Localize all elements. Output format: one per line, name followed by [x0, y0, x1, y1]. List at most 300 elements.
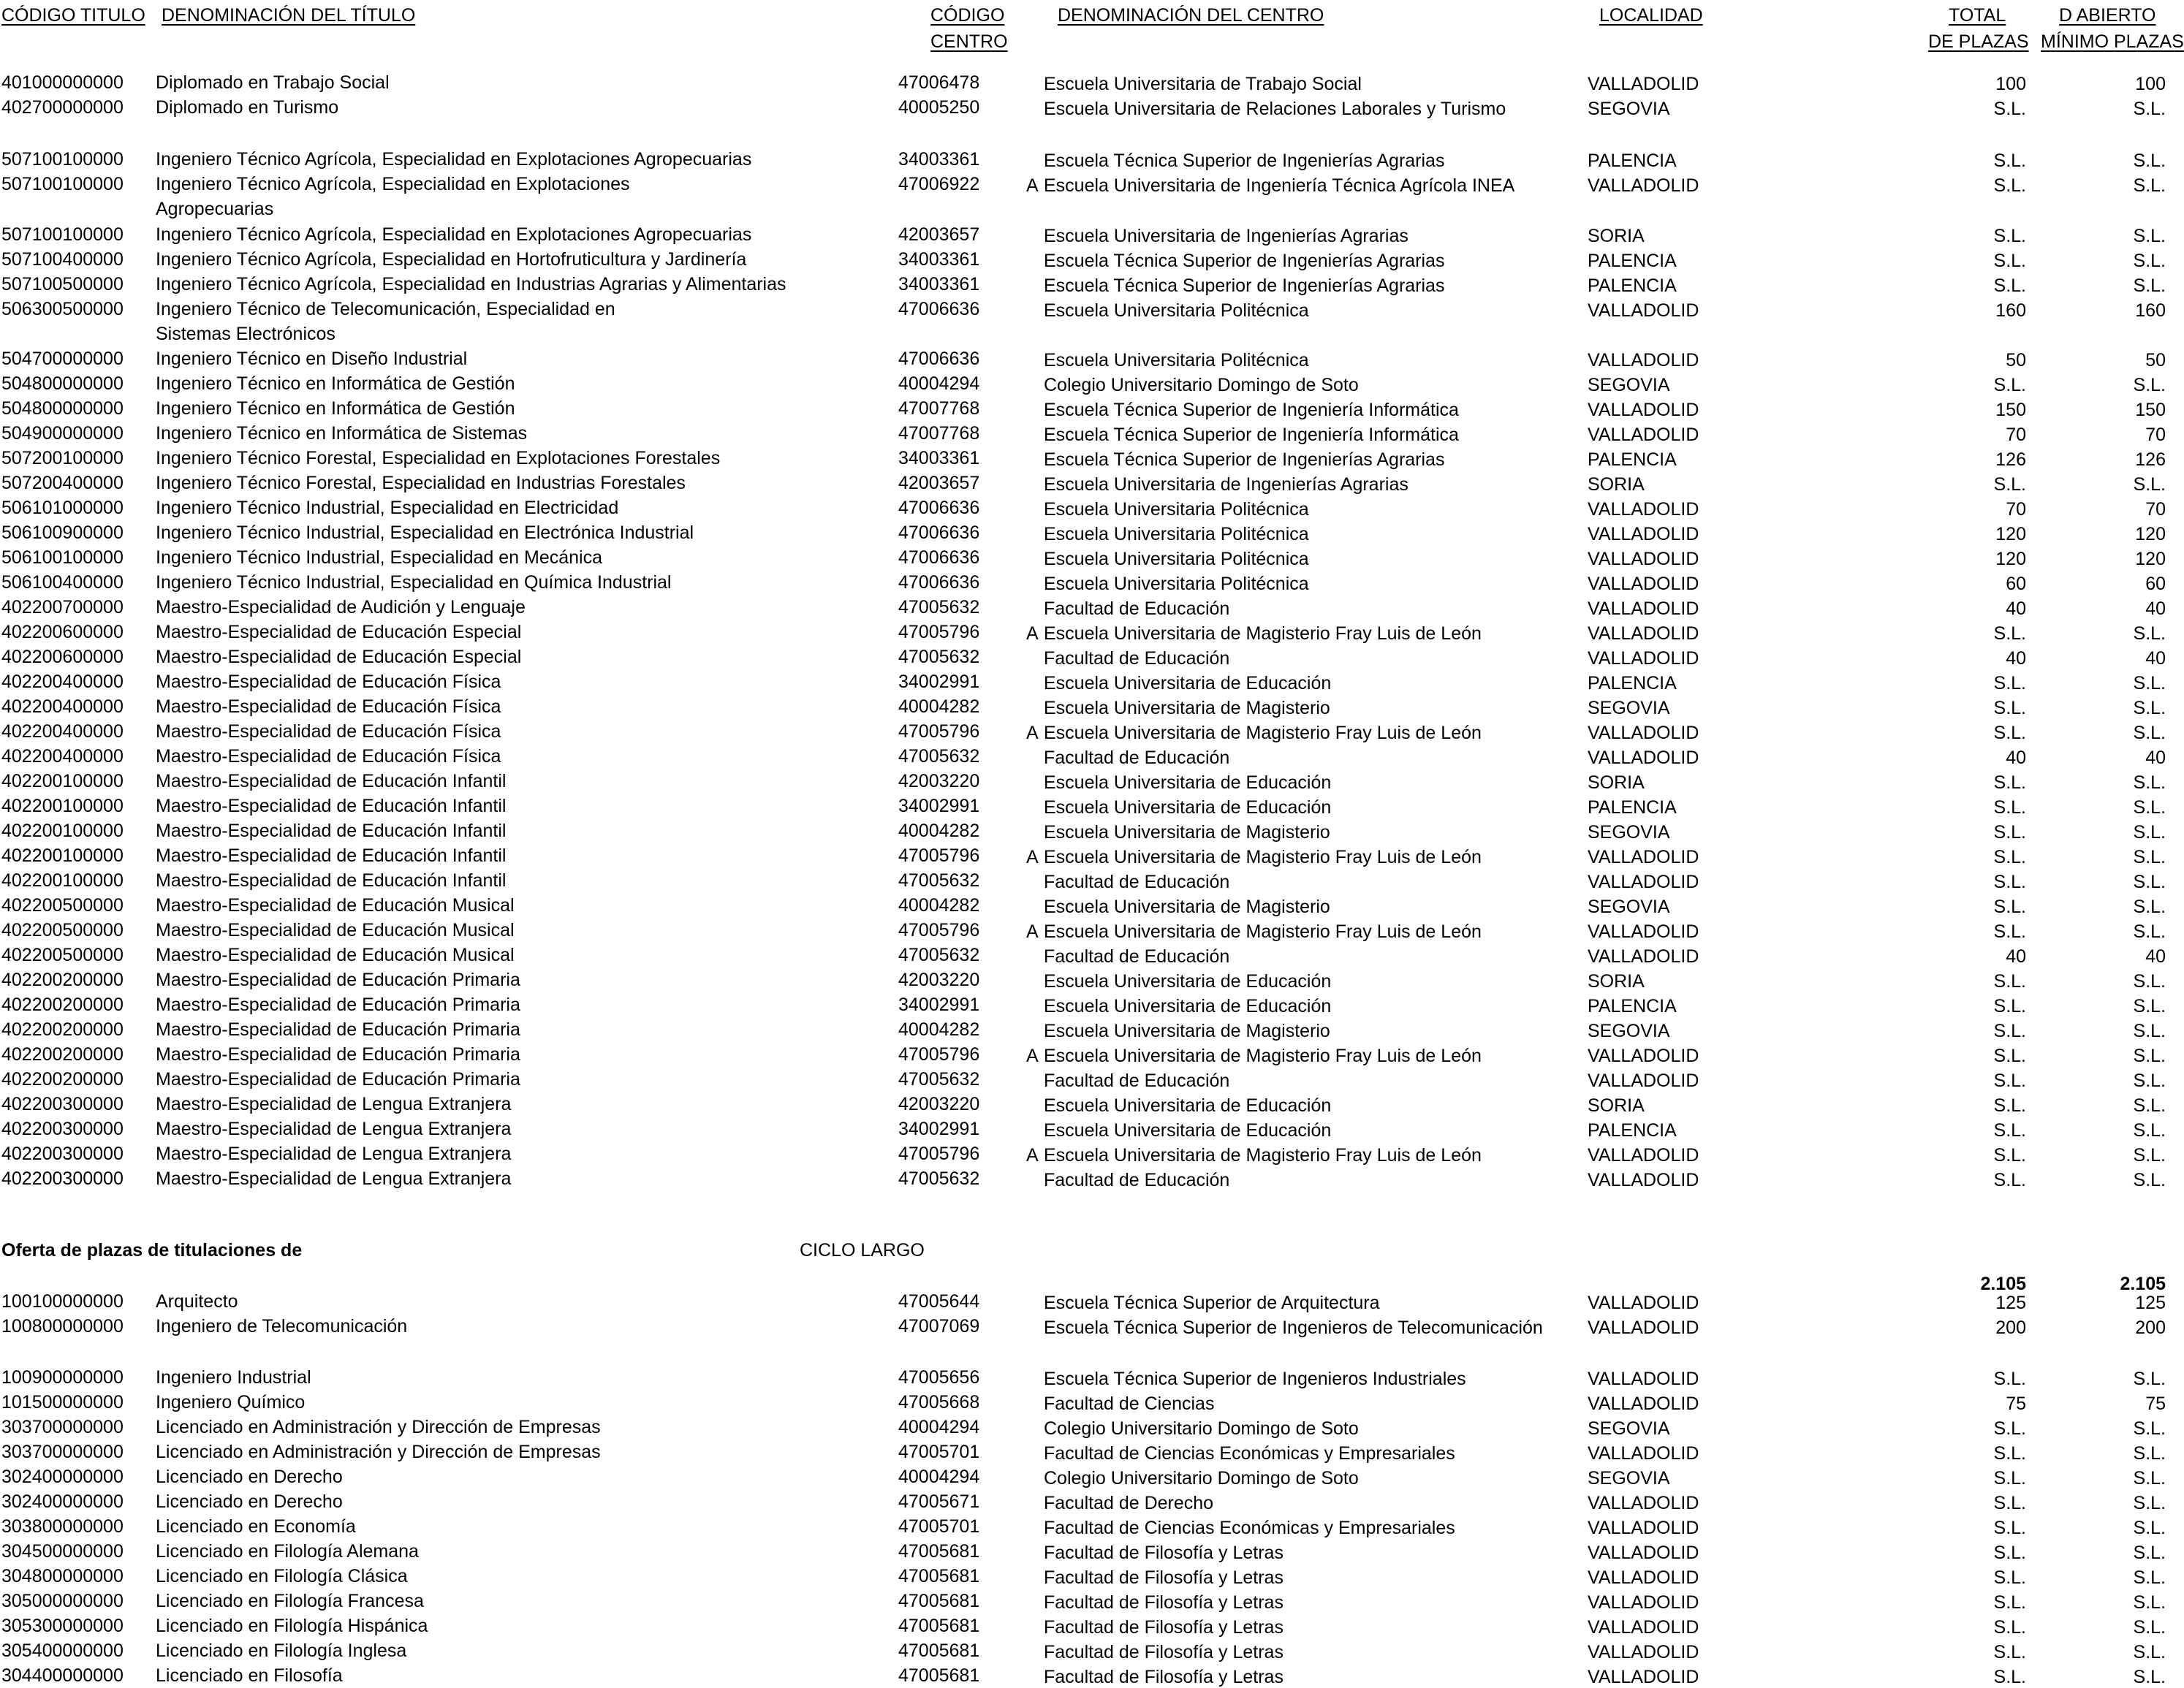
titulo-code: 402200600000: [1, 622, 124, 642]
total-plazas: S.L.: [1993, 623, 2026, 644]
header-denominacion-centro: DENOMINACIÓN DEL CENTRO: [1058, 5, 1324, 26]
centro-name: Escuela Universitaria de Relaciones Laborales y Turismo: [1044, 99, 1506, 119]
titulo-name: Ingeniero Técnico Agrícola, Especialidad en Explotaciones Agropecuarias: [156, 149, 752, 170]
titulo-name: Ingeniero Técnico Industrial, Especialidad en Electricidad: [156, 498, 619, 518]
minimo-plazas: 40: [2145, 946, 2166, 967]
centro-code: 47005656: [898, 1367, 980, 1388]
locality: VALLADOLID: [1588, 350, 1699, 370]
section-minimo-plazas: 2.105: [2120, 1274, 2166, 1294]
titulo-code: 507100100000: [1, 174, 124, 194]
centro-name: Escuela Universitaria de Educación: [1044, 673, 1332, 693]
centro-name: Facultad de Educación: [1044, 872, 1230, 892]
locality: VALLADOLID: [1588, 598, 1699, 619]
total-plazas: 70: [2006, 499, 2026, 520]
centro-code: 47005681: [898, 1591, 980, 1611]
titulo-code: 402700000000: [1, 97, 124, 118]
titulo-name: Maestro-Especialidad de Educación Física: [156, 721, 501, 742]
titulo-name: Maestro-Especialidad de Lengua Extranjera: [156, 1144, 512, 1164]
centro-code: 47006636: [898, 498, 980, 518]
total-plazas: S.L.: [1993, 847, 2026, 867]
minimo-plazas: 125: [2135, 1293, 2166, 1313]
minimo-plazas: S.L.: [2133, 996, 2166, 1016]
centro-name: Facultad de Educación: [1044, 1170, 1230, 1190]
minimo-plazas: S.L.: [2133, 1468, 2166, 1489]
header-abierto-line1: D ABIERTO: [2059, 5, 2156, 26]
titulo-code: 507100500000: [1, 274, 124, 294]
total-plazas: S.L.: [1993, 1170, 2026, 1190]
locality: VALLADOLID: [1588, 623, 1699, 644]
titulo-code: 402200200000: [1, 970, 124, 990]
locality: PALENCIA: [1588, 797, 1677, 818]
locality: SEGOVIA: [1588, 698, 1670, 718]
titulo-name: Ingeniero Químico: [156, 1392, 306, 1413]
locality: VALLADOLID: [1588, 1170, 1699, 1190]
centro-name: Facultad de Filosofía y Letras: [1044, 1543, 1284, 1563]
total-plazas: 120: [1995, 524, 2026, 544]
centro-code: 47005632: [898, 746, 980, 767]
total-plazas: S.L.: [1993, 151, 2026, 171]
titulo-code: 402200100000: [1, 821, 124, 841]
centro-name: Facultad de Filosofía y Letras: [1044, 1617, 1284, 1638]
titulo-name: Ingeniero Técnico Agrícola, Especialidad en Explotaciones Agropecuarias: [156, 224, 752, 245]
total-plazas: S.L.: [1993, 872, 2026, 892]
total-plazas: S.L.: [1993, 1468, 2026, 1489]
titulo-name: Licenciado en Derecho: [156, 1491, 343, 1512]
titulo-name: Ingeniero Técnico Industrial, Especialidad en Electrónica Industrial: [156, 522, 694, 543]
minimo-plazas: 50: [2145, 350, 2166, 370]
centro-mark: A: [1026, 1046, 1039, 1066]
locality: VALLADOLID: [1588, 425, 1699, 445]
total-plazas: S.L.: [1993, 772, 2026, 793]
minimo-plazas: S.L.: [2133, 723, 2166, 743]
titulo-name: Licenciado en Derecho: [156, 1467, 343, 1487]
centro-code: 47005681: [898, 1665, 980, 1686]
titulo-code: 100800000000: [1, 1316, 124, 1337]
titulo-name: Maestro-Especialidad de Educación Infantil: [156, 771, 507, 791]
titulo-code: 302400000000: [1, 1491, 124, 1512]
titulo-code: 303800000000: [1, 1516, 124, 1537]
centro-name: Escuela Universitaria Politécnica: [1044, 350, 1309, 370]
titulo-code: 402200100000: [1, 845, 124, 866]
titulo-code: 302400000000: [1, 1467, 124, 1487]
titulo-code: 304500000000: [1, 1541, 124, 1562]
centro-code: 47005796: [898, 1144, 980, 1164]
titulo-name: Licenciado en Filología Hispánica: [156, 1616, 428, 1636]
centro-code: 47006922: [898, 174, 980, 194]
centro-code: 40004294: [898, 373, 980, 394]
titulo-code: 506100400000: [1, 572, 124, 593]
locality: SORIA: [1588, 226, 1645, 246]
locality: VALLADOLID: [1588, 1518, 1699, 1538]
total-plazas: S.L.: [1993, 175, 2026, 196]
titulo-code: 402200300000: [1, 1094, 124, 1114]
titulo-name-continued: Agropecuarias: [156, 199, 274, 219]
total-plazas: S.L.: [1993, 251, 2026, 271]
centro-mark: A: [1026, 1145, 1039, 1166]
titulo-name: Maestro-Especialidad de Lengua Extranjera: [156, 1168, 512, 1189]
minimo-plazas: S.L.: [2133, 1071, 2166, 1091]
locality: VALLADOLID: [1588, 574, 1699, 594]
minimo-plazas: S.L.: [2133, 474, 2166, 495]
locality: PALENCIA: [1588, 1120, 1677, 1141]
titulo-name: Licenciado en Filología Inglesa: [156, 1641, 407, 1661]
section-total-plazas: 2.105: [1980, 1274, 2026, 1294]
titulo-name: Ingeniero Técnico en Informática de Gestión: [156, 373, 515, 394]
total-plazas: S.L.: [1993, 1418, 2026, 1439]
centro-code: 47005796: [898, 622, 980, 642]
minimo-plazas: S.L.: [2133, 698, 2166, 718]
locality: PALENCIA: [1588, 449, 1677, 470]
minimo-plazas: 40: [2145, 748, 2166, 768]
minimo-plazas: S.L.: [2133, 897, 2166, 917]
centro-code: 47005644: [898, 1291, 980, 1312]
centro-mark: A: [1026, 175, 1039, 196]
total-plazas: S.L.: [1993, 673, 2026, 693]
titulo-code: 402200400000: [1, 721, 124, 742]
locality: VALLADOLID: [1588, 524, 1699, 544]
centro-name: Facultad de Ciencias Económicas y Empresariales: [1044, 1518, 1455, 1538]
centro-name: Escuela Técnica Superior de Ingenierías Agrarias: [1044, 151, 1445, 171]
centro-code: 47005668: [898, 1392, 980, 1413]
titulo-name: Maestro-Especialidad de Educación Primaria: [156, 970, 520, 990]
minimo-plazas: S.L.: [2133, 872, 2166, 892]
titulo-name: Maestro-Especialidad de Lengua Extranjera: [156, 1119, 512, 1139]
centro-code: 47005796: [898, 721, 980, 742]
minimo-plazas: S.L.: [2133, 226, 2166, 246]
titulo-name: Ingeniero Técnico de Telecomunicación, Especialidad en: [156, 299, 615, 319]
locality: VALLADOLID: [1588, 648, 1699, 669]
centro-name: Escuela Universitaria de Magisterio: [1044, 897, 1330, 917]
centro-name: Escuela Universitaria de Magisterio Fray Luis de León: [1044, 723, 1482, 743]
titulo-code: 402200300000: [1, 1144, 124, 1164]
total-plazas: S.L.: [1993, 897, 2026, 917]
centro-code: 47007069: [898, 1316, 980, 1337]
titulo-name: Ingeniero Técnico Agrícola, Especialidad en Hortofruticultura y Jardinería: [156, 249, 747, 270]
titulo-code: 507200100000: [1, 448, 124, 468]
total-plazas: 40: [2006, 648, 2026, 669]
centro-name: Facultad de Filosofía y Letras: [1044, 1642, 1284, 1662]
titulo-code: 402200200000: [1, 1044, 124, 1065]
locality: VALLADOLID: [1588, 847, 1699, 867]
locality: VALLADOLID: [1588, 1543, 1699, 1563]
titulo-name: Maestro-Especialidad de Educación Física: [156, 696, 501, 717]
locality: VALLADOLID: [1588, 872, 1699, 892]
total-plazas: 40: [2006, 748, 2026, 768]
locality: SEGOVIA: [1588, 1468, 1670, 1489]
centro-name: Escuela Universitaria de Educación: [1044, 797, 1332, 818]
centro-name: Escuela Universitaria de Trabajo Social: [1044, 74, 1362, 94]
centro-code: 42003220: [898, 970, 980, 990]
titulo-code: 402200300000: [1, 1168, 124, 1189]
titulo-code: 304800000000: [1, 1566, 124, 1586]
centro-name: Escuela Universitaria de Magisterio Fray Luis de León: [1044, 1046, 1482, 1066]
minimo-plazas: 75: [2145, 1394, 2166, 1414]
total-plazas: S.L.: [1993, 375, 2026, 395]
titulo-code: 100900000000: [1, 1367, 124, 1388]
minimo-plazas: S.L.: [2133, 1667, 2166, 1687]
centro-code: 47005632: [898, 1168, 980, 1189]
minimo-plazas: S.L.: [2133, 822, 2166, 843]
total-plazas: S.L.: [1993, 921, 2026, 942]
total-plazas: S.L.: [1993, 1021, 2026, 1041]
minimo-plazas: 70: [2145, 499, 2166, 520]
centro-name: Escuela Universitaria de Magisterio Fray Luis de León: [1044, 623, 1482, 644]
minimo-plazas: S.L.: [2133, 1543, 2166, 1563]
total-plazas: S.L.: [1993, 1567, 2026, 1588]
minimo-plazas: 120: [2135, 549, 2166, 569]
minimo-plazas: S.L.: [2133, 797, 2166, 818]
total-plazas: S.L.: [1993, 1046, 2026, 1066]
centro-code: 40005250: [898, 97, 980, 118]
total-plazas: S.L.: [1993, 996, 2026, 1016]
titulo-name: Licenciado en Filología Alemana: [156, 1541, 419, 1562]
locality: VALLADOLID: [1588, 1493, 1699, 1513]
centro-code: 47006636: [898, 572, 980, 593]
minimo-plazas: S.L.: [2133, 847, 2166, 867]
locality: VALLADOLID: [1588, 549, 1699, 569]
centro-name: Facultad de Educación: [1044, 1071, 1230, 1091]
minimo-plazas: S.L.: [2133, 1642, 2166, 1662]
centro-name: Escuela Universitaria de Educación: [1044, 1095, 1332, 1116]
locality: SORIA: [1588, 971, 1645, 992]
titulo-code: 402200500000: [1, 920, 124, 940]
centro-code: 34003361: [898, 274, 980, 294]
locality: SEGOVIA: [1588, 897, 1670, 917]
total-plazas: S.L.: [1993, 1518, 2026, 1538]
total-plazas: 60: [2006, 574, 2026, 594]
minimo-plazas: S.L.: [2133, 673, 2166, 693]
titulo-name: Maestro-Especialidad de Educación Primaria: [156, 1044, 520, 1065]
locality: SEGOVIA: [1588, 99, 1670, 119]
titulo-code: 305000000000: [1, 1591, 124, 1611]
header-localidad: LOCALIDAD: [1599, 5, 1703, 26]
titulo-code: 402200500000: [1, 945, 124, 965]
locality: VALLADOLID: [1588, 1567, 1699, 1588]
total-plazas: 40: [2006, 946, 2026, 967]
centro-code: 40004282: [898, 1019, 980, 1040]
centro-name: Escuela Técnica Superior de Ingenieros Industriales: [1044, 1369, 1466, 1389]
centro-name: Facultad de Ciencias Económicas y Empresariales: [1044, 1443, 1455, 1464]
centro-name: Facultad de Educación: [1044, 648, 1230, 669]
centro-code: 40004294: [898, 1417, 980, 1437]
locality: SORIA: [1588, 474, 1645, 495]
total-plazas: 70: [2006, 425, 2026, 445]
centro-name: Escuela Universitaria de Magisterio: [1044, 698, 1330, 718]
titulo-name: Maestro-Especialidad de Educación Primaria: [156, 1069, 520, 1090]
titulo-name: Licenciado en Administración y Dirección de Empresas: [156, 1417, 601, 1437]
centro-name: Colegio Universitario Domingo de Soto: [1044, 1468, 1359, 1489]
centro-code: 42003657: [898, 473, 980, 493]
titulo-name: Licenciado en Filología Clásica: [156, 1566, 408, 1586]
centro-name: Escuela Universitaria de Magisterio Fray Luis de León: [1044, 847, 1482, 867]
minimo-plazas: S.L.: [2133, 99, 2166, 119]
total-plazas: 100: [1995, 74, 2026, 94]
header-codigo-centro-line1: CÓDIGO: [930, 5, 1005, 26]
minimo-plazas: S.L.: [2133, 1567, 2166, 1588]
minimo-plazas: S.L.: [2133, 921, 2166, 942]
centro-name: Escuela Técnica Superior de Ingenierías Agrarias: [1044, 449, 1445, 470]
titulo-code: 303700000000: [1, 1417, 124, 1437]
locality: PALENCIA: [1588, 673, 1677, 693]
total-plazas: S.L.: [1993, 797, 2026, 818]
centro-code: 47006636: [898, 299, 980, 319]
centro-code: 42003220: [898, 1094, 980, 1114]
total-plazas: S.L.: [1993, 1369, 2026, 1389]
total-plazas: 75: [2006, 1394, 2026, 1414]
titulo-name: Maestro-Especialidad de Educación Física: [156, 746, 501, 767]
titulo-name: Maestro-Especialidad de Educación Física: [156, 672, 501, 692]
total-plazas: 160: [1995, 300, 2026, 321]
centro-name: Escuela Universitaria de Magisterio Fray Luis de León: [1044, 1145, 1482, 1166]
centro-mark: A: [1026, 623, 1039, 644]
titulo-name: Ingeniero de Telecomunicación: [156, 1316, 408, 1337]
locality: SEGOVIA: [1588, 1021, 1670, 1041]
centro-name: Escuela Técnica Superior de Ingeniería Informática: [1044, 425, 1459, 445]
total-plazas: 150: [1995, 400, 2026, 420]
locality: SEGOVIA: [1588, 822, 1670, 843]
locality: VALLADOLID: [1588, 499, 1699, 520]
minimo-plazas: S.L.: [2133, 1046, 2166, 1066]
titulo-name: Licenciado en Administración y Dirección de Empresas: [156, 1442, 601, 1462]
total-plazas: S.L.: [1993, 1443, 2026, 1464]
centro-code: 47006636: [898, 349, 980, 369]
titulo-name: Ingeniero Técnico Agrícola, Especialidad en Industrias Agrarias y Alimentarias: [156, 274, 786, 294]
minimo-plazas: S.L.: [2133, 1145, 2166, 1166]
centro-name: Facultad de Filosofía y Letras: [1044, 1592, 1284, 1613]
centro-code: 47005681: [898, 1641, 980, 1661]
titulo-code: 506100900000: [1, 522, 124, 543]
centro-code: 47005671: [898, 1491, 980, 1512]
centro-code: 47006478: [898, 72, 980, 93]
titulo-code: 402200500000: [1, 895, 124, 916]
locality: PALENCIA: [1588, 151, 1677, 171]
centro-code: 47005681: [898, 1566, 980, 1586]
minimo-plazas: S.L.: [2133, 1592, 2166, 1613]
locality: VALLADOLID: [1588, 300, 1699, 321]
titulo-code: 402200200000: [1, 1069, 124, 1090]
centro-name: Facultad de Filosofía y Letras: [1044, 1567, 1284, 1588]
minimo-plazas: 200: [2135, 1318, 2166, 1338]
minimo-plazas: S.L.: [2133, 1493, 2166, 1513]
centro-code: 40004294: [898, 1467, 980, 1487]
locality: VALLADOLID: [1588, 748, 1699, 768]
centro-name: Escuela Universitaria Politécnica: [1044, 574, 1309, 594]
centro-code: 34003361: [898, 249, 980, 270]
total-plazas: S.L.: [1993, 1145, 2026, 1166]
locality: VALLADOLID: [1588, 1667, 1699, 1687]
locality: VALLADOLID: [1588, 74, 1699, 94]
locality: SORIA: [1588, 1095, 1645, 1116]
titulo-name: Maestro-Especialidad de Educación Infantil: [156, 821, 507, 841]
titulo-name: Ingeniero Técnico Forestal, Especialidad en Industrias Forestales: [156, 473, 686, 493]
minimo-plazas: S.L.: [2133, 175, 2166, 196]
centro-name: Escuela Universitaria Politécnica: [1044, 524, 1309, 544]
locality: VALLADOLID: [1588, 1071, 1699, 1091]
titulo-code: 402200100000: [1, 796, 124, 816]
titulo-code: 402200200000: [1, 995, 124, 1015]
locality: SORIA: [1588, 772, 1645, 793]
centro-name: Colegio Universitario Domingo de Soto: [1044, 1418, 1359, 1439]
total-plazas: S.L.: [1993, 822, 2026, 843]
total-plazas: 126: [1995, 449, 2026, 470]
centro-name: Facultad de Ciencias: [1044, 1394, 1215, 1414]
total-plazas: S.L.: [1993, 1493, 2026, 1513]
locality: VALLADOLID: [1588, 1369, 1699, 1389]
centro-name: Escuela Universitaria de Magisterio Fray Luis de León: [1044, 921, 1482, 942]
titulo-code: 303700000000: [1, 1442, 124, 1462]
titulo-name: Maestro-Especialidad de Educación Primaria: [156, 1019, 520, 1040]
minimo-plazas: S.L.: [2133, 1369, 2166, 1389]
centro-mark: A: [1026, 847, 1039, 867]
minimo-plazas: 150: [2135, 400, 2166, 420]
locality: VALLADOLID: [1588, 175, 1699, 196]
titulo-name: Ingeniero Técnico en Informática de Sistemas: [156, 423, 528, 444]
centro-code: 47005796: [898, 920, 980, 940]
minimo-plazas: 40: [2145, 648, 2166, 669]
titulo-code: 304400000000: [1, 1665, 124, 1686]
titulo-name-continued: Sistemas Electrónicos: [156, 324, 335, 344]
centro-name: Escuela Universitaria de Ingenierías Agrarias: [1044, 474, 1408, 495]
header-denominacion-titulo: DENOMINACIÓN DEL TÍTULO: [162, 5, 416, 26]
minimo-plazas: S.L.: [2133, 1170, 2166, 1190]
locality: PALENCIA: [1588, 275, 1677, 296]
titulo-code: 305400000000: [1, 1641, 124, 1661]
titulo-code: 504700000000: [1, 349, 124, 369]
centro-code: 47005681: [898, 1616, 980, 1636]
titulo-name: Maestro-Especialidad de Audición y Lenguaje: [156, 597, 526, 617]
locality: VALLADOLID: [1588, 1318, 1699, 1338]
minimo-plazas: S.L.: [2133, 1120, 2166, 1141]
titulo-name: Ingeniero Técnico Industrial, Especialidad en Mecánica: [156, 547, 603, 568]
titulo-name: Ingeniero Técnico Agrícola, Especialidad en Explotaciones: [156, 174, 630, 194]
centro-name: Facultad de Educación: [1044, 748, 1230, 768]
locality: VALLADOLID: [1588, 1046, 1699, 1066]
centro-code: 47005632: [898, 870, 980, 891]
centro-name: Escuela Universitaria de Ingenierías Agrarias: [1044, 226, 1408, 246]
centro-code: 40004282: [898, 821, 980, 841]
titulo-name: Maestro-Especialidad de Educación Musical: [156, 895, 515, 916]
centro-name: Escuela Técnica Superior de Ingenieros de Telecomunicación: [1044, 1318, 1543, 1338]
titulo-code: 506100100000: [1, 547, 124, 568]
titulo-code: 504900000000: [1, 423, 124, 444]
centro-name: Escuela Universitaria Politécnica: [1044, 549, 1309, 569]
titulo-name: Maestro-Especialidad de Educación Musical: [156, 945, 515, 965]
locality: VALLADOLID: [1588, 400, 1699, 420]
centro-code: 34002991: [898, 796, 980, 816]
titulo-code: 507100400000: [1, 249, 124, 270]
minimo-plazas: 60: [2145, 574, 2166, 594]
locality: VALLADOLID: [1588, 946, 1699, 967]
section-cycle: CICLO LARGO: [800, 1240, 925, 1261]
centro-name: Escuela Universitaria de Educación: [1044, 1120, 1332, 1141]
locality: VALLADOLID: [1588, 1617, 1699, 1638]
minimo-plazas: S.L.: [2133, 1617, 2166, 1638]
titulo-code: 402200400000: [1, 696, 124, 717]
titulo-code: 506300500000: [1, 299, 124, 319]
titulo-code: 507200400000: [1, 473, 124, 493]
minimo-plazas: S.L.: [2133, 151, 2166, 171]
centro-name: Escuela Universitaria de Magisterio: [1044, 822, 1330, 843]
minimo-plazas: S.L.: [2133, 1518, 2166, 1538]
centro-name: Colegio Universitario Domingo de Soto: [1044, 375, 1359, 395]
centro-code: 47007768: [898, 398, 980, 419]
centro-name: Escuela Universitaria Politécnica: [1044, 300, 1309, 321]
centro-code: 34003361: [898, 448, 980, 468]
centro-name: Facultad de Filosofía y Letras: [1044, 1667, 1284, 1687]
minimo-plazas: S.L.: [2133, 1418, 2166, 1439]
titulo-name: Maestro-Especialidad de Educación Musical: [156, 920, 515, 940]
total-plazas: 125: [1995, 1293, 2026, 1313]
